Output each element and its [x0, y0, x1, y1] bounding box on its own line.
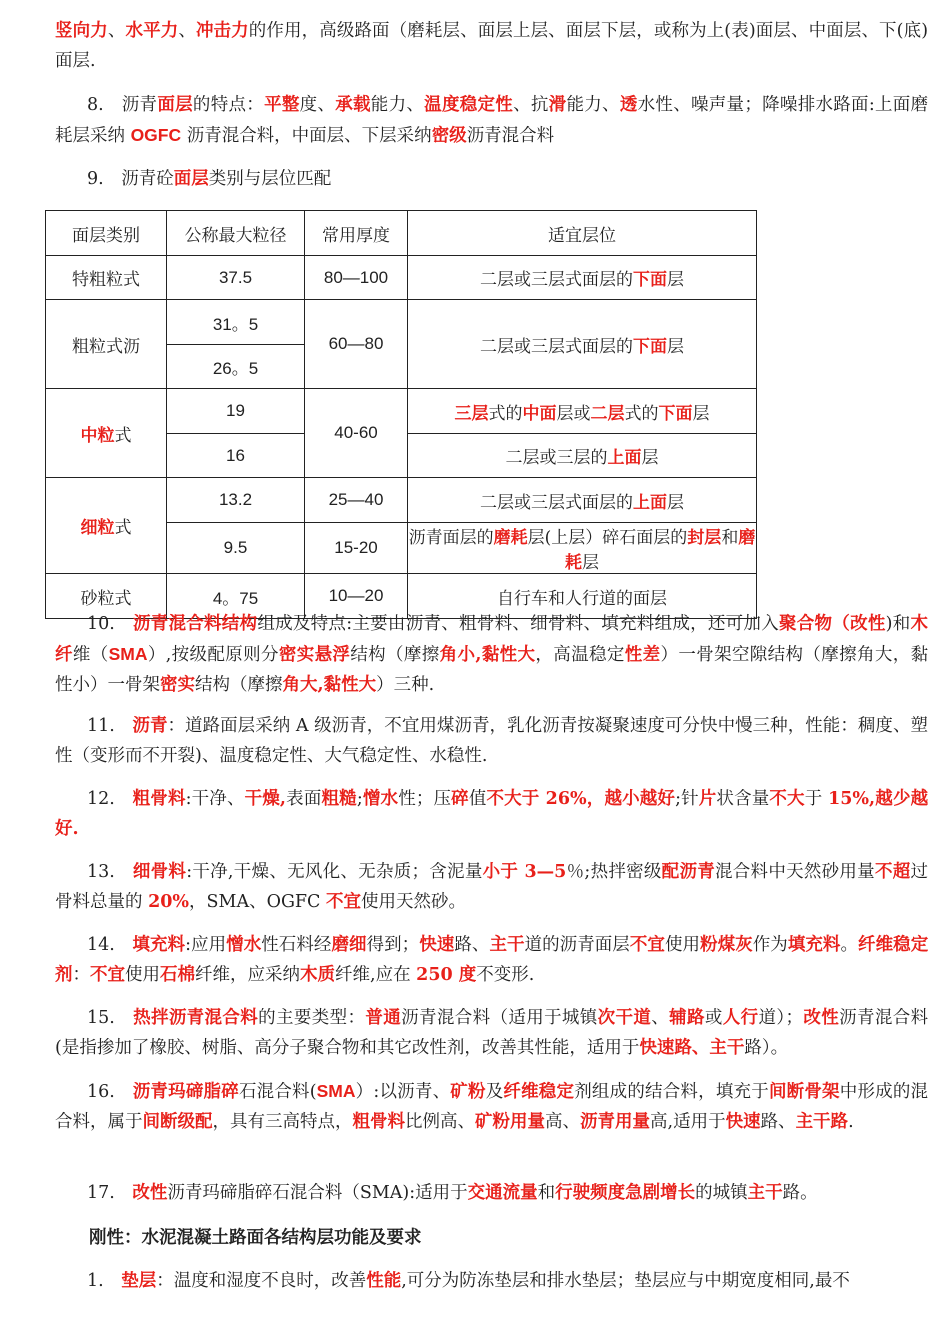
- text: ：温度和湿度不良时，改善: [156, 1271, 367, 1291]
- text-emphasis: 磨耗: [565, 528, 756, 573]
- text-emphasis: 中面: [522, 403, 557, 424]
- text-emphasis: 面层: [157, 95, 193, 115]
- table-cell: 40-60: [305, 389, 408, 478]
- text: 及: [485, 1082, 504, 1102]
- text-emphasis: 中粒: [80, 425, 115, 446]
- text-emphasis: SMA: [316, 1081, 356, 1101]
- text: 性；压: [398, 789, 452, 809]
- text: 式的: [488, 403, 523, 424]
- text-emphasis: 主干路: [795, 1112, 849, 1132]
- text: 性石料经: [261, 935, 332, 955]
- text: 13.: [87, 862, 133, 882]
- table-cell: 60—80: [305, 300, 408, 389]
- table-row: [46, 478, 757, 523]
- text: ）,按级配原则分: [147, 645, 279, 665]
- text: 、: [178, 21, 196, 41]
- text: 沥青面层的: [408, 528, 494, 548]
- text-emphasis: 木质: [300, 965, 335, 985]
- text: 式: [114, 425, 132, 446]
- text: 中形成的混合料，属于: [55, 1082, 929, 1132]
- paragraph-13: [55, 857, 928, 917]
- text: 层: [667, 492, 684, 513]
- text: 层: [667, 336, 684, 357]
- text-emphasis: 沥青: [132, 716, 168, 736]
- text-emphasis: 不宜: [326, 892, 362, 912]
- paragraph-9: [55, 164, 928, 194]
- text-emphasis: 细粒: [80, 518, 115, 538]
- text: 度、: [299, 95, 336, 115]
- text: 过骨料总量的: [55, 862, 929, 912]
- text: 层: [641, 448, 659, 468]
- text-emphasis: 三层: [454, 403, 489, 424]
- text: ）一骨架空隙结构（摩擦角大，黏性小）一骨架: [55, 645, 929, 695]
- text-emphasis: 填充料: [132, 935, 186, 955]
- table-row: [46, 389, 757, 434]
- text: 层: [692, 403, 710, 424]
- text-emphasis: OGFC: [130, 125, 182, 145]
- text: 、抗: [513, 95, 549, 115]
- text-emphasis: 250 度: [416, 965, 477, 985]
- text: 16.: [87, 1082, 133, 1102]
- text: 。: [840, 935, 859, 955]
- table-header-cell: 公称最大粒径: [167, 211, 305, 256]
- text: 9. 沥青砼: [87, 169, 174, 189]
- table-cell: 15-20: [305, 523, 408, 574]
- text-emphasis: 密实: [160, 675, 195, 695]
- text-emphasis: 填充料: [787, 935, 841, 955]
- text: 沥青混合料（适用于城镇: [401, 1008, 598, 1028]
- paragraph-11: [55, 711, 928, 771]
- text-emphasis: 人行: [722, 1008, 759, 1028]
- table-row: [46, 300, 757, 345]
- text-emphasis: 冲击力: [195, 21, 249, 41]
- text: ）:以沥青、: [355, 1082, 451, 1102]
- text: 的作用，高级路面（磨耗层、面层上层、面层下层，或称为上(表)面层、中面层、下(底)面层.: [55, 21, 929, 71]
- text-emphasis: 角大,黏性大: [282, 675, 377, 695]
- text: ）三种.: [376, 675, 435, 695]
- text-emphasis: 辅路: [669, 1008, 705, 1028]
- table-cell: 自行车和人行道的面层: [408, 574, 757, 619]
- text-emphasis: 不宜: [90, 965, 125, 985]
- text-emphasis: 纤维稳定: [503, 1082, 575, 1102]
- text: ;针: [675, 789, 699, 809]
- text-emphasis: 角小,黏性大: [439, 645, 536, 665]
- text-emphasis: 憎水: [226, 935, 262, 955]
- text: 和: [721, 528, 739, 548]
- text-emphasis: 改性: [803, 1008, 840, 1028]
- text: 沥青混合料(是指掺加了橡胶、树脂、高分子聚合物和其它改性剂，改善其性能，适用于: [55, 1008, 929, 1058]
- text: 状含量: [716, 789, 770, 809]
- text: 层(上层）碎石面层的: [527, 528, 688, 548]
- text: 得到；: [366, 935, 420, 955]
- text-emphasis: 粗骨料: [132, 789, 186, 809]
- text-emphasis: 间断级配: [142, 1112, 213, 1132]
- text: 的城镇: [695, 1183, 748, 1203]
- text: 路。: [782, 1183, 818, 1203]
- paragraph-17: [55, 1178, 928, 1208]
- text-emphasis: 快速: [725, 1112, 761, 1132]
- text: 混合料中天然砂用量: [715, 862, 875, 882]
- text-emphasis: 纤维稳定剂: [55, 935, 929, 985]
- table-cell: [408, 434, 757, 478]
- text-emphasis: 水平力: [125, 21, 179, 41]
- text-emphasis: 沥青用量: [580, 1112, 650, 1132]
- paragraph-15: [55, 1003, 928, 1063]
- text-emphasis: 片: [698, 789, 717, 809]
- text: 二层或三层式面层的: [480, 492, 633, 513]
- table-cell: 19: [167, 389, 305, 434]
- text: 沥青混合料: [466, 126, 555, 146]
- table-cell: 粗粒式沥: [46, 300, 167, 389]
- text-emphasis: 快速路、主干: [639, 1038, 745, 1058]
- text-emphasis: 竖向力: [55, 21, 108, 41]
- text-emphasis: 上面: [607, 448, 642, 468]
- table-cell: [46, 389, 167, 478]
- paragraph-16: [55, 1076, 928, 1137]
- text-emphasis: 间断骨架: [768, 1082, 840, 1102]
- paragraph-12: [55, 784, 928, 844]
- text: 高,适用于: [650, 1112, 726, 1132]
- text: 表面: [286, 789, 322, 809]
- table-cell: [408, 523, 757, 574]
- text: ,可分为防冻垫层和排水垫层；垫层应与中期宽度相同,最不: [401, 1271, 850, 1291]
- text: ，具有三高特点，: [212, 1112, 353, 1132]
- text-emphasis: 性差: [624, 645, 661, 665]
- text-emphasis: 封层: [687, 528, 722, 548]
- table-cell: 80—100: [305, 256, 408, 300]
- paragraph-7-continued: [55, 16, 928, 76]
- text-emphasis: 沥青玛碲脂碎: [132, 1082, 239, 1102]
- text-emphasis: 透: [619, 95, 638, 115]
- text-emphasis: 密实悬浮: [278, 645, 351, 665]
- table-cell: 37.5: [167, 256, 305, 300]
- text-emphasis: 交通流量: [467, 1183, 538, 1203]
- text-emphasis: 20%: [148, 892, 190, 912]
- text: 层: [582, 553, 599, 573]
- text-emphasis: 碎: [451, 789, 469, 809]
- text: :干净、: [185, 789, 245, 809]
- table-cell: 31。5: [167, 300, 305, 345]
- text: ：道路面层采纳 A 级沥青，不宜用煤沥青，乳化沥青按凝聚速度可分快中慢三种，性能：稠度、塑性（变形而不开裂)、温度稳定性、大气稳定性、水稳性.: [55, 716, 929, 766]
- text-emphasis: 磨细: [331, 935, 367, 955]
- text: 维（: [72, 645, 109, 665]
- text: 路）。: [744, 1038, 789, 1058]
- text: 8. 沥青: [87, 95, 158, 115]
- text: 15.: [87, 1008, 134, 1028]
- text: ，SMA、OGFC: [189, 892, 327, 912]
- table-cell: 4。75: [167, 574, 305, 619]
- text: 层: [667, 270, 684, 290]
- table-cell: [408, 389, 757, 434]
- text: 作为: [752, 935, 788, 955]
- text-emphasis: 主干: [489, 935, 525, 955]
- text: 12.: [87, 789, 133, 809]
- text: 水性、噪声量；降噪排水路面:上面磨耗层采纳: [55, 95, 929, 146]
- text: 1.: [87, 1271, 122, 1291]
- text: 、: [107, 21, 126, 41]
- text-emphasis: 小于 3—5: [482, 862, 567, 882]
- text-emphasis: 不宜: [629, 935, 665, 955]
- text-emphasis: 热拌沥青混合料: [133, 1008, 259, 1028]
- text-emphasis: 粉煤灰: [700, 935, 753, 955]
- text: 11.: [87, 716, 133, 736]
- text-emphasis: 15%,越少越好.: [55, 789, 929, 839]
- text: 二层或三层的: [505, 448, 608, 468]
- text: 纤维,应在: [335, 965, 417, 985]
- text: 比例高、: [405, 1112, 475, 1132]
- text-emphasis: 垫层: [121, 1271, 157, 1291]
- text: 剂组成的结合料，填充于: [574, 1082, 769, 1102]
- table-cell: 25—40: [305, 478, 408, 523]
- section-heading: 刚性：水泥混凝土路面各结构层功能及要求: [89, 1228, 422, 1248]
- text: :干净,干燥、无风化、无杂质；含泥量: [186, 862, 483, 882]
- text: 道的沥青面层: [524, 935, 630, 955]
- table-cell: [46, 478, 167, 574]
- text-emphasis: 木纤: [55, 614, 929, 665]
- text-emphasis: 次干道: [597, 1008, 652, 1028]
- table-header-cell: 常用厚度: [305, 211, 408, 256]
- text-emphasis: 沥青混合料结构: [132, 614, 258, 634]
- asphalt-layer-table: [45, 210, 757, 619]
- paragraph-14: [55, 930, 928, 990]
- text: 层或: [556, 403, 591, 424]
- text-emphasis: 普通: [365, 1008, 402, 1028]
- text-emphasis: SMA: [108, 644, 148, 664]
- text: ：: [72, 965, 90, 985]
- text: ％;热拌密级: [566, 862, 662, 882]
- text-emphasis: 主干: [747, 1183, 783, 1203]
- paragraph-rigid-1: [55, 1266, 928, 1296]
- table-cell: 10—20: [305, 574, 408, 619]
- text-emphasis: 上面: [633, 492, 667, 513]
- text: 的特点：: [192, 95, 265, 115]
- text-emphasis: 不超: [874, 862, 911, 882]
- text: 结构（摩擦: [350, 645, 440, 665]
- text-emphasis: 滑: [548, 95, 567, 115]
- text-emphasis: 快速: [419, 935, 455, 955]
- text-emphasis: 干燥,: [244, 789, 287, 809]
- text: 能力、: [566, 95, 620, 115]
- text: 值: [468, 789, 487, 809]
- table-cell: 13.2: [167, 478, 305, 523]
- text-emphasis: 密级: [431, 126, 467, 146]
- text: 、: [651, 1008, 670, 1028]
- text-emphasis: 磨耗: [493, 528, 528, 548]
- text: 沥青玛碲脂碎石混合料（SMA):适用于: [167, 1183, 468, 1203]
- text: 高、: [545, 1112, 580, 1132]
- table-cell: 9.5: [167, 523, 305, 574]
- text: 式的: [624, 403, 659, 424]
- text-emphasis: 性能: [366, 1271, 402, 1291]
- text: 二层或三层式面层的: [480, 336, 633, 357]
- text: 道）；: [758, 1008, 804, 1028]
- text-emphasis: 不大于 26%，越小越好: [486, 789, 676, 809]
- text: 沥青混合料，中面层、下层采纳: [181, 126, 432, 146]
- text: 组成及特点:主要由沥青、粗骨料、细骨料、填充料组成，还可加入: [257, 614, 779, 634]
- text: 的主要类型：: [258, 1008, 366, 1028]
- table-cell: 16: [167, 434, 305, 478]
- text: 于: [804, 789, 829, 809]
- text-emphasis: 不大: [769, 789, 805, 809]
- text: 使用: [125, 965, 160, 985]
- text: .: [848, 1112, 854, 1132]
- text: ，高温稳定: [535, 645, 625, 665]
- text-emphasis: 承载: [335, 95, 371, 115]
- text: 路、: [760, 1112, 796, 1132]
- text-emphasis: 矿粉用量: [475, 1112, 545, 1132]
- text-emphasis: 粗糙: [321, 789, 357, 809]
- text-emphasis: 二层: [590, 403, 625, 424]
- text: 能力、: [370, 95, 425, 115]
- text: 结构（摩擦: [195, 675, 283, 695]
- table-header-cell: 适宜层位: [408, 211, 757, 256]
- text-emphasis: 配沥青: [661, 862, 715, 882]
- text-emphasis: 聚合物（改性: [778, 614, 886, 634]
- text-emphasis: 下面: [658, 403, 693, 424]
- text: 式: [114, 518, 132, 538]
- table-cell: 特粗粒式: [46, 256, 167, 300]
- text: 类别与层位匹配: [208, 169, 332, 189]
- text: 14.: [87, 935, 133, 955]
- text-emphasis: 下面: [633, 270, 667, 290]
- table-row: [46, 256, 757, 300]
- text: 17.: [87, 1183, 133, 1203]
- text: ;: [356, 789, 363, 809]
- text-emphasis: 面层: [173, 169, 209, 189]
- text: 石混合料(: [238, 1082, 317, 1102]
- text-emphasis: 下面: [633, 336, 667, 357]
- table-cell: [408, 478, 757, 523]
- table-cell: [408, 256, 757, 300]
- text-emphasis: 粗骨料: [352, 1112, 405, 1132]
- table-cell: [408, 300, 757, 389]
- text-emphasis: 改性: [132, 1183, 168, 1203]
- text: 和: [537, 1183, 556, 1203]
- text: 使用天然砂。: [361, 892, 467, 912]
- text-emphasis: 温度稳定性: [424, 95, 514, 115]
- text: 10.: [87, 614, 133, 634]
- text-emphasis: 细骨料: [132, 862, 187, 882]
- text: 路、: [454, 935, 490, 955]
- text: )和: [885, 614, 911, 634]
- text-emphasis: 矿粉: [450, 1082, 486, 1102]
- text: :应用: [185, 935, 227, 955]
- text: 不变形.: [476, 965, 535, 985]
- table-header-row: [46, 211, 757, 256]
- text: 二层或三层式面层的: [480, 270, 633, 290]
- text-emphasis: 憎水: [362, 789, 399, 809]
- text: 纤维，应采纳: [195, 965, 300, 985]
- paragraph-8: [55, 90, 928, 151]
- text-emphasis: 石棉: [160, 965, 195, 985]
- paragraph-10: [55, 609, 928, 700]
- table-header-cell: 面层类别: [46, 211, 167, 256]
- text-emphasis: 平整: [264, 95, 300, 115]
- text: 使用: [664, 935, 701, 955]
- text-emphasis: 行驶频度急剧增长: [555, 1183, 696, 1203]
- table-cell: 26。5: [167, 345, 305, 389]
- table-cell: 砂粒式: [46, 574, 167, 619]
- text: 或: [704, 1008, 723, 1028]
